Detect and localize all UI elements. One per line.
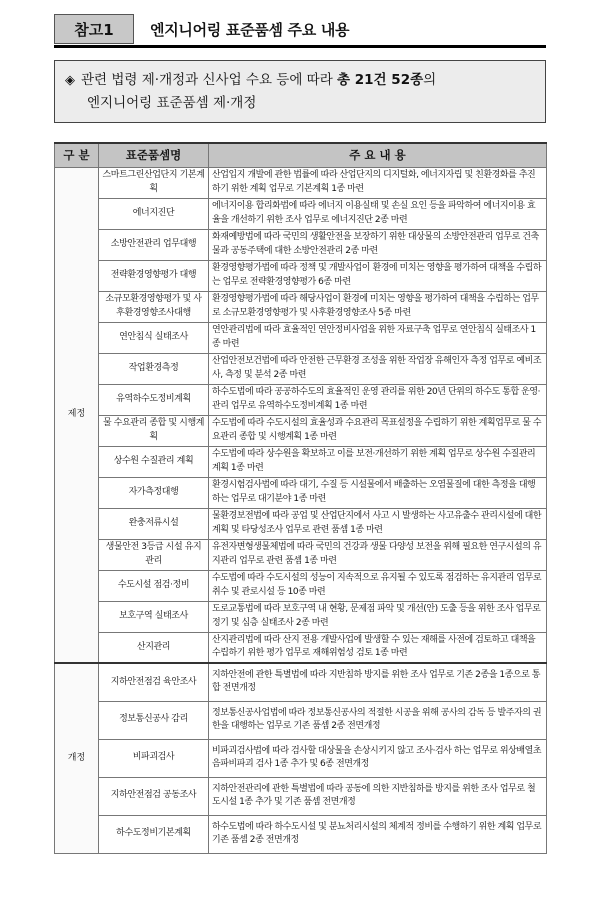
division-establish: 제정 [55,167,99,663]
table-row [55,815,547,853]
standard-name: 생물안전 3등급 시설 유지관리 [99,539,209,570]
reference-tag: 참고1 [54,14,134,44]
standard-content: 하수도법에 따라 하수도시설 및 분뇨처리시설의 체계적 정비를 수행하기 위한 계획 업무로 기존 품셈 2종 전면개정 [209,815,547,853]
standard-content: 하수도법에 따라 공공하수도의 효율적인 운영 관리를 위한 20년 단위의 하수도 통합 운영·관리 업무로 유역하수도정비계획 1종 마련 [209,384,547,415]
header-standard-name: 표준품셈명 [99,143,209,167]
table-row [55,739,547,777]
standard-content: 지하안전관리에 관한 특별법에 따라 공동에 의한 지반침하를 방지를 위한 조사 업무로 철도시설 1종 추가 및 기존 품셈 전면개정 [209,777,547,815]
standard-name: 하수도정비기본계획 [99,815,209,853]
standard-content: 수도법에 따라 수도시설의 성능이 지속적으로 유지될 수 있도록 점검하는 유지관리 업무로 취수 및 관로시설 등 10종 마련 [209,570,547,601]
table-row [55,508,547,539]
standard-name: 지하안전점검 육안조사 [99,663,209,701]
standard-name: 비파괴검사 [99,739,209,777]
standard-name: 스마트그린산업단지 기본계획 [99,167,209,198]
standard-content: 지하안전에 관한 특별법에 따라 지반침하 방지를 위한 조사 업무로 기존 2종을 1종으로 통합 전면개정 [209,663,547,701]
standard-name: 물 수요관리 종합 및 시행계획 [99,415,209,446]
standard-name: 소규모환경영향평가 및 사후환경영향조사대행 [99,291,209,322]
table-row [55,601,547,632]
standard-content: 비파괴검사법에 따라 검사할 대상물을 손상시키지 않고 조사·검사 하는 업무로 위상배열초음파비파괴 검사 1종 추가 및 6종 전면개정 [209,739,547,777]
standard-name: 에너지진단 [99,198,209,229]
standard-name: 지하안전점검 공동조사 [99,777,209,815]
standard-content: 환경영향평가법에 따라 해당사업이 환경에 미치는 영향을 평가하여 대책을 수립하는 업무로 소규모환경영향평가 및 사후환경영향조사 5종 마련 [209,291,547,322]
standard-table [54,142,547,854]
standard-content: 물환경보전법에 따라 공업 및 산업단지에서 사고 시 발생하는 사고유출수 관리시설에 대한 계획 및 타당성조사 업무로 관련 품셈 1종 마련 [209,508,547,539]
standard-content: 에너지이용 합리화법에 따라 에너지 이용실태 및 손실 요인 등을 파악하여 에너지이용 효율을 개선하기 위한 조사 업무로 에너지진단 2종 마련 [209,198,547,229]
page-header [54,14,546,44]
table-row [55,701,547,739]
table-row [55,198,547,229]
standard-name: 연안침식 실태조사 [99,322,209,353]
table-row [55,291,547,322]
standard-name: 완충저류시설 [99,508,209,539]
standard-content: 유전자변형생물체법에 따라 국민의 건강과 생물 다양성 보전을 위해 필요한 연구시설의 유지관리 업무로 관련 품셈 1종 마련 [209,539,547,570]
table-row [55,570,547,601]
summary-line-2: 엔지니어링 표준품셈 제·개정 [87,95,257,111]
standard-content: 연안관리법에 따라 효율적인 연안정비사업을 위한 자료구축 업무로 연안침식 실태조사 1종 마련 [209,322,547,353]
table-row [55,260,547,291]
standard-content: 수도법에 따라 상수원을 확보하고 이를 보전·개선하기 위한 계획 업무로 상수원 수질관리계획 1종 마련 [209,446,547,477]
header-main-content: 주 요 내 용 [209,143,547,167]
standard-name: 자가측정대행 [99,477,209,508]
diamond-bullet-icon: ◈ [65,73,75,88]
table-row [55,477,547,508]
header-divider [54,45,546,48]
standard-name: 작업환경측정 [99,353,209,384]
header-division: 구 분 [55,143,99,167]
standard-content: 수도법에 따라 수도시설의 효율성과 수요관리 목표설정을 수립하기 위한 계획업무로 물 수요관리 종합 및 시행계획 1종 마련 [209,415,547,446]
standard-name: 유역하수도정비계획 [99,384,209,415]
table-row [55,663,547,701]
standard-content: 정보통신공사업법에 따라 정보통신공사의 적절한 시공을 위해 공사의 감독 등 발주자의 권한을 대행하는 업무로 기존 품셈 2종 전면개정 [209,701,547,739]
standard-name: 산지관리 [99,632,209,663]
table-row [55,777,547,815]
summary-line-1 [65,69,537,92]
table-row [55,384,547,415]
standard-content: 산업안전보건법에 따라 안전한 근무환경 조성을 위한 작업장 유해인자 측정 업무로 예비조사, 측정 및 분석 2종 마련 [209,353,547,384]
standard-name: 상수원 수질관리 계획 [99,446,209,477]
table-row [55,632,547,663]
summary-count: 총 21건 52종 [337,72,424,88]
table-row [55,229,547,260]
standard-content: 환경시험검사법에 따라 대기, 수질 등 시설물에서 배출하는 오염물질에 대한 측정을 대행하는 업무로 대기분야 1종 마련 [209,477,547,508]
table-row [55,539,547,570]
summary-text-post: 의 [423,72,437,88]
division-revise: 개정 [55,663,99,853]
table-row [55,353,547,384]
standard-content: 산업입지 개발에 관한 법률에 따라 산업단지의 디지털화, 에너지자립 및 친환경화를 추진하기 위한 계획 업무로 기본계획 1종 마련 [209,167,547,198]
standard-content: 환경영향평가법에 따라 정책 및 개발사업이 환경에 미치는 영향을 평가하여 대책을 수립하는 업무로 전략환경영향평가 6종 마련 [209,260,547,291]
summary-text-pre: 관련 법령 제·개정과 신사업 수요 등에 따라 [81,72,338,88]
standard-name: 소방안전관리 업무대행 [99,229,209,260]
standard-content: 도로교통법에 따라 보호구역 내 현황, 문제점 파악 및 개선(안) 도출 등을 위한 조사 업무로 정기 및 심층 실태조사 2종 마련 [209,601,547,632]
standard-name: 정보통신공사 감리 [99,701,209,739]
table-row [55,322,547,353]
page-title: 엔지니어링 표준품셈 주요 내용 [150,20,350,39]
table-row [55,415,547,446]
table-row [55,446,547,477]
table-row [55,167,547,198]
standard-name: 수도시설 점검·정비 [99,570,209,601]
table-header-row [55,143,547,167]
summary-box [54,60,546,123]
standard-name: 전략환경영향평가 대행 [99,260,209,291]
standard-name: 보호구역 실태조사 [99,601,209,632]
standard-content: 화재예방법에 따라 국민의 생활안전을 보장하기 위한 대상물의 소방안전관리 업무로 건축물과 공동주택에 대한 소방안전관리 2종 마련 [209,229,547,260]
standard-content: 산지관리법에 따라 산지 전용 개발사업에 발생할 수 있는 재해를 사전에 검토하고 대책을 수립하기 위한 평가 업무로 재해위험성 검토 1종 마련 [209,632,547,663]
